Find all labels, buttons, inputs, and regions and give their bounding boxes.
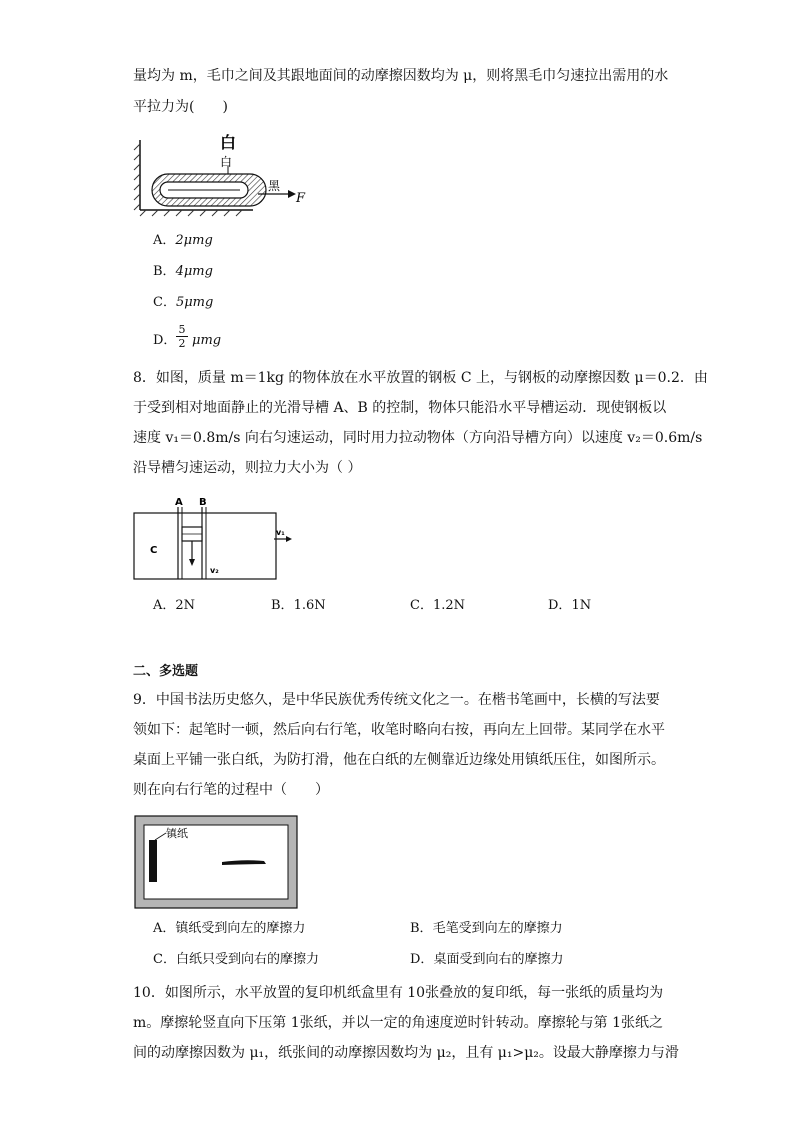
q10-stem-line3: 间的动摩擦因数为 μ₁，纸张间的动摩擦因数均为 μ₂，且有 μ₁>μ₂。设最大静摩擦力与滑 — [133, 1045, 679, 1061]
paperweight — [149, 840, 157, 882]
option-letter: D． — [410, 952, 434, 967]
option-value: 白纸只受到向右的摩擦力 — [175, 952, 319, 967]
q7-stem-line1: 量均为 m，毛巾之间及其跟地面间的动摩擦因数均为 μ，则将黑毛巾匀速拉出需用的水 — [133, 68, 669, 84]
option-value: 5μmg — [175, 295, 214, 310]
q7-stem-line2: 平拉力为( ) — [133, 99, 228, 115]
q9-calligraphy-figure — [134, 815, 298, 909]
option-value: μmg — [192, 333, 222, 348]
q9-stem-line3: 桌面上平铺一张白纸，为防打滑，他在白纸的左侧靠近边缘处用镇纸压住，如图所示。 — [133, 752, 665, 768]
option-letter: B． — [410, 921, 433, 936]
q9-stem-line2: 领如下：起笔时一顿，然后向右行笔，收笔时略向右按，再向左上回带。某同学在水平 — [133, 722, 665, 738]
label-force: F — [296, 191, 306, 206]
option-value: 桌面受到向右的摩擦力 — [433, 952, 564, 967]
option-value: 4μmg — [175, 264, 213, 279]
q9-stem-line1: 9．中国书法历史悠久，是中华民族优秀传统文化之一。在楷书笔画中，长横的写法要 — [133, 692, 660, 708]
option-letter: B． — [271, 598, 294, 613]
q8-option-a[interactable] — [153, 597, 195, 615]
q7-option-c[interactable] — [153, 294, 213, 312]
q8-option-d[interactable] — [548, 597, 591, 615]
label-b: B — [199, 497, 207, 508]
option-letter: B． — [153, 264, 176, 279]
label-v1: v₁ — [276, 528, 285, 537]
option-value: 2N — [175, 598, 196, 613]
q9-option-d[interactable] — [410, 951, 563, 969]
option-letter: D． — [153, 333, 177, 348]
q7-option-a[interactable] — [153, 232, 213, 250]
label-paperweight: 镇纸 — [166, 827, 188, 840]
q8-option-c[interactable] — [410, 597, 465, 615]
option-value: 镇纸受到向左的摩擦力 — [175, 921, 306, 936]
option-letter: A． — [153, 233, 176, 248]
q9-option-b[interactable] — [410, 920, 563, 938]
fraction-denominator: 2 — [178, 337, 186, 350]
q7-towel-figure — [128, 130, 318, 220]
q10-stem-line2: m。摩擦轮竖直向下压第 1张纸，并以一定的角速度逆时针转动。摩擦轮与第 1张纸之 — [133, 1015, 663, 1031]
label-c: C — [150, 545, 158, 556]
q7-option-d[interactable] — [153, 332, 176, 350]
q8-stem-line3: 速度 v₁＝0.8m/s 向右匀速运动，同时用力拉动物体（方向沿导槽方向）以速度 v₂＝0.6m/s — [133, 430, 703, 446]
q8-stem-line2: 于受到相对地面静止的光滑导槽 A、B 的控制，物体只能沿水平导槽运动．现使钢板以 — [133, 400, 667, 416]
q9-option-a[interactable] — [153, 920, 305, 938]
option-letter: C． — [410, 598, 433, 613]
fraction-numerator: 5 — [176, 324, 188, 337]
label-a: A — [175, 497, 183, 508]
option-letter: A． — [153, 921, 176, 936]
option-value: 2μmg — [175, 233, 213, 248]
section-title: 二、多选题 — [133, 664, 199, 679]
q8-stem-line1: 8．如图，质量 m＝1kg 的物体放在水平放置的钢板 C 上，与钢板的动摩擦因数 μ＝0.2．由 — [133, 370, 708, 386]
label-black: 黑 — [268, 179, 281, 193]
option-value: 1.2N — [432, 598, 466, 613]
label-v2: v₂ — [210, 566, 219, 575]
option-letter: C． — [153, 952, 176, 967]
option-value: 1N — [571, 598, 592, 613]
q8-stem-line4: 沿导槽匀速运动，则拉力大小为（ ） — [133, 460, 362, 476]
option-letter: C． — [153, 295, 176, 310]
q8-option-b[interactable] — [271, 597, 326, 615]
option-letter: A． — [153, 598, 176, 613]
q7-option-b[interactable] — [153, 263, 213, 281]
label-white-small: 白 — [220, 155, 233, 169]
q10-stem-line1: 10．如图所示，水平放置的复印机纸盒里有 10张叠放的复印纸，每一张纸的质量均为 — [133, 985, 664, 1001]
label-white-big: 白 — [220, 133, 237, 152]
q9-option-c[interactable] — [153, 951, 319, 969]
q9-stem-line4: 则在向右行笔的过程中（ ） — [133, 782, 329, 798]
option-letter: D． — [548, 598, 572, 613]
option-value: 毛笔受到向左的摩擦力 — [432, 921, 563, 936]
option-value: 1.6N — [293, 598, 326, 613]
q8-plate-figure — [128, 493, 308, 585]
